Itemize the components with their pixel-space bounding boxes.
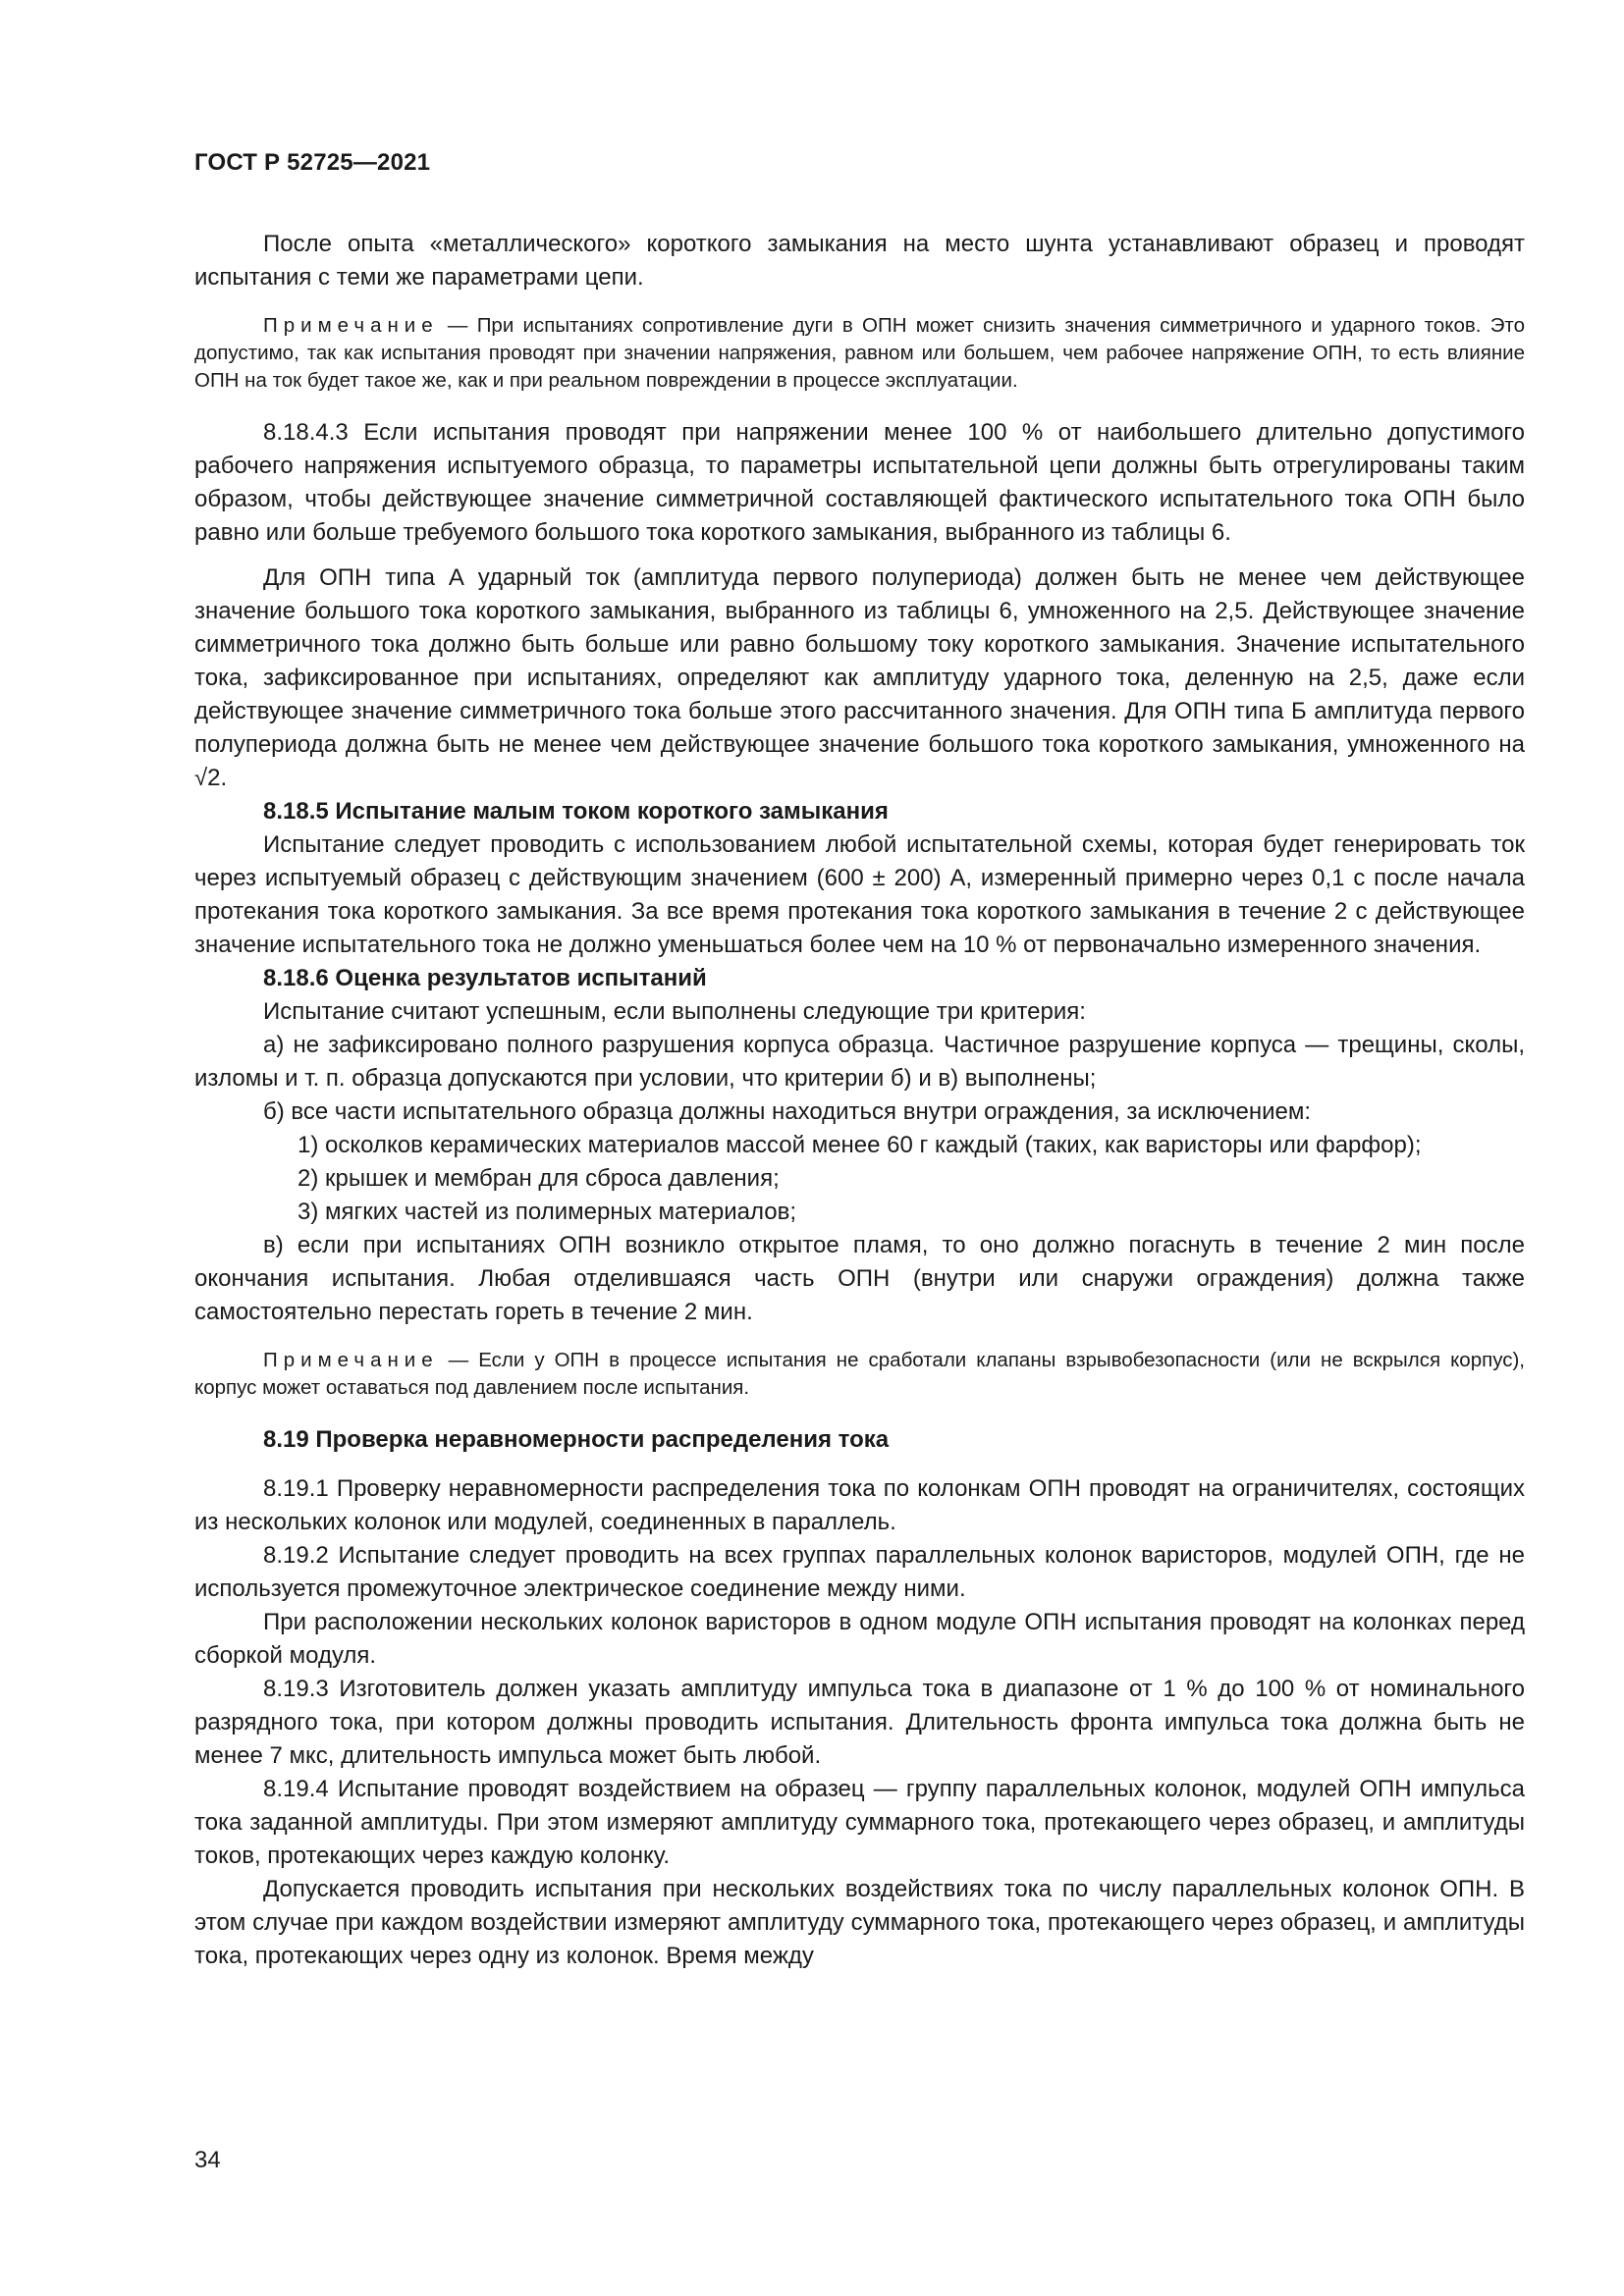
heading-8-18-6: 8.18.6 Оценка результатов испытаний: [263, 965, 707, 991]
criterion-a: а) не зафиксировано полного разрушения корпуса образца. Частичное разрушение корпуса — трещины, сколы, изломы и т. п. образца допускаются при условии, что критерии б) и в) выполнены;: [194, 1032, 1525, 1092]
note-pressure: [194, 1347, 1525, 1402]
paragraph-after-short-circuit: После опыта «металлического» короткого замыкания на место шунта устанавливают образец и проводят испытания с теми же параметрами цепи.: [194, 231, 1525, 291]
paragraph-8-19-4: 8.19.4 Испытание проводят воздействием на образец — группу параллельных колонок, модулей ОПН импульса тока заданной амплитуды. При этом измеряют амплитуду суммарного тока, протекающего через образец, и амплитуды токов, протекающих через каждую колонку.: [194, 1776, 1525, 1869]
note-label: Примечание: [263, 314, 439, 337]
note-text: — При испытаниях сопротивление дуги в ОПН может снизить значения симметричного и ударного токов. Это допустимо, так как испытания проводят при значении напряжения, равном или большем, чем рабочее напряжение ОПН, то есть влияние ОПН на ток будет такое же, как и при реальном повреждении в процессе эксплуатации.: [194, 314, 1525, 392]
paragraph-8-18-4-3: 8.18.4.3 Если испытания проводят при напряжении менее 100 % от наибольшего длительно допустимого рабочего напряжения испытуемого образца, то параметры испытательной цепи должны быть отрегулированы таким образом, чтобы действующее значение симметричной составляющей фактического испытательного тока ОПН было равно или больше требуемого большого тока короткого замыкания, выбранного из таблицы 6.: [194, 419, 1525, 546]
paragraph-type-a-current: Для ОПН типа А ударный ток (амплитуда первого полупериода) должен быть не менее чем действующее значение большого тока короткого замыкания, выбранного из таблицы 6, умноженного на 2,5. Действующее значение симметричного тока должно быть больше или равно большому току короткого замыкания. Значение испытательного тока, зафиксированное при испытаниях, определяют как амплитуду ударного тока, деленную на 2,5, даже если действующее значение симметричного тока больше этого рассчитанного значения. Для ОПН типа Б амплитуда первого полупериода должна быть не менее чем действующее значение большого тока короткого замыкания, умноженного на √2.: [194, 564, 1525, 791]
note-label: Примечание: [263, 1349, 439, 1371]
paragraph-multiple-impacts: Допускается проводить испытания при нескольких воздействиях тока по числу параллельных колонок ОПН. В этом случае при каждом воздействии измеряют амплитуду суммарного тока, протекающего через образец, и амплитуды тока, протекающих через одну из колонок. Время между: [194, 1876, 1525, 1969]
paragraph-low-current-test: Испытание следует проводить с использованием любой испытательной схемы, которая будет генерировать ток через испытуемый образец с действующим значением (600 ± 200) А, измеренный примерно через 0,1 с после начала протекания тока короткого замыкания. За все время протекания тока короткого замыкания в течение 2 с действующее значение испытательного тока не должно уменьшаться более чем на 10 % от первоначально измеренного значения.: [194, 831, 1525, 958]
heading-8-18-5: 8.18.5 Испытание малым током короткого замыкания: [263, 798, 889, 825]
note-arc-resistance: [194, 312, 1525, 395]
criterion-b: б) все части испытательного образца должны находиться внутри ограждения, за исключением:: [263, 1098, 1312, 1125]
document-body: [194, 228, 1525, 1973]
paragraph-8-19-3: 8.19.3 Изготовитель должен указать амплитуду импульса тока в диапазоне от 1 % до 100 % от номинального разрядного тока, при котором должны проводить испытания. Длительность фронта импульса тока должна быть не менее 7 мкс, длительность импульса может быть любой.: [194, 1676, 1525, 1769]
heading-8-19: 8.19 Проверка неравномерности распределения тока: [263, 1426, 890, 1453]
criterion-b-item-2: 2) крышек и мембран для сброса давления;: [298, 1165, 780, 1192]
paragraph-8-19-1: 8.19.1 Проверку неравномерности распределения тока по колонкам ОПН проводят на ограничителях, состоящих из нескольких колонок или модулей, соединенных в параллель.: [194, 1475, 1525, 1535]
paragraph-8-19-2: 8.19.2 Испытание следует проводить на всех группах параллельных колонок варисторов, модулей ОПН, где не используется промежуточное электрическое соединение между ними.: [194, 1542, 1525, 1602]
page-number: 34: [194, 2147, 221, 2173]
criterion-c: в) если при испытаниях ОПН возникло открытое пламя, то оно должно погаснуть в течение 2 мин после окончания испытания. Любая отделившаяся часть ОПН (внутри или снаружи ограждения) должна также самостоятельно перестать гореть в течение 2 мин.: [194, 1232, 1525, 1325]
criterion-b-item-3: 3) мягких частей из полимерных материалов;: [298, 1199, 797, 1225]
document-header: ГОСТ Р 52725—2021: [194, 149, 431, 176]
paragraph-varistor-columns: При расположении нескольких колонок варисторов в одном модуле ОПН испытания проводят на колонках перед сборкой модуля.: [194, 1609, 1525, 1669]
note-text: — Если у ОПН в процессе испытания не сработали клапаны взрывобезопасности (или не вскрылся корпус), корпус может оставаться под давлением после испытания.: [194, 1349, 1525, 1399]
criterion-b-item-1: 1) осколков керамических материалов массой менее 60 г каждый (таких, как варисторы или фарфор);: [298, 1132, 1422, 1158]
paragraph-criteria-intro: Испытание считают успешным, если выполнены следующие три критерия:: [263, 998, 1086, 1025]
